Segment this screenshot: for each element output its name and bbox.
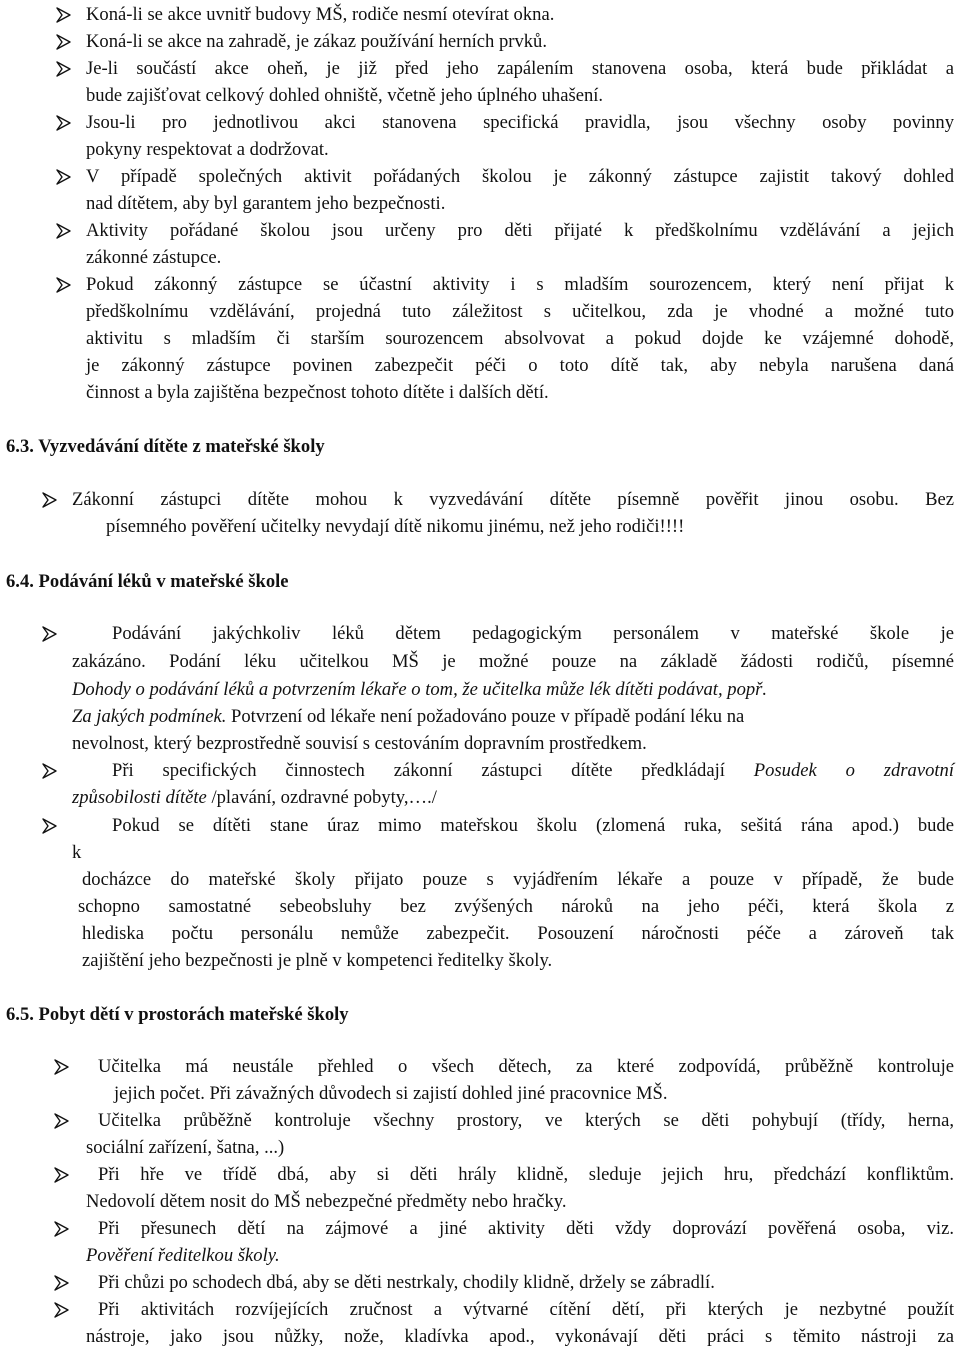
bullet-text: Pokud se dítěti stane úraz mimo mateřskou školu (zlomená ruka, sešitá rána apod.) bude <box>112 815 954 836</box>
bullet-text: Podávání jakýchkoliv léků dětem pedagogickým personálem v mateřské škole je <box>112 623 954 644</box>
arrowhead-bullet-icon <box>54 1221 69 1237</box>
bullet-text: Při chůzi po schodech dbá, aby se děti nestrkaly, chodily klidně, držely se zábradlí. <box>98 1272 715 1293</box>
arrowhead-bullet-icon <box>54 1275 69 1291</box>
bullet-text: aktivitu s mladším či starším sourozencem absolvovat a pokud dojde ke vzájemné dohodě, <box>86 328 954 349</box>
bullet-text: docházce do mateřské školy přijato pouze s vyjádřením lékaře a pouze v případě, že bude <box>82 869 954 890</box>
bullet-text: Pokud zákonný zástupce se účastní aktivity i s mladším sourozencem, který není přijat k <box>86 274 954 295</box>
bullet-text-italic: Dohody o podávání léků a potvrzením lékaře o tom, že učitelka může lék dítěti podávat, popř. <box>72 679 768 700</box>
bullet-text: Při hře ve třídě dbá, aby si děti hrály klidně, sleduje jejich hru, předchází konfliktům. <box>98 1164 954 1185</box>
section-heading-6-4: 6.4. Podávání léků v mateřské škole <box>6 571 289 592</box>
arrowhead-bullet-icon <box>54 1167 69 1183</box>
arrowhead-bullet-icon <box>56 7 71 23</box>
bullet-text: předškolnímu vzdělávání, projedná tuto záležitost s učitelkou, zda je vhodné a možné tuto <box>86 301 954 322</box>
bullet-text: sociální zařízení, šatna, ...) <box>86 1137 285 1158</box>
bullet-text: písemného pověření učitelky nevydají dítě nikomu jinému, než jeho rodiči!!!! <box>106 516 685 537</box>
bullet-text <box>72 784 437 811</box>
bullet-text: hlediska počtu personálu nemůže zabezpečit. Posouzení náročnosti péče a zároveň tak <box>82 923 954 944</box>
bullet-text: bude zajišťovat celkový dohled ohniště, včetně jeho úplného uhašení. <box>86 85 604 106</box>
arrowhead-bullet-icon <box>56 223 71 239</box>
arrowhead-bullet-icon <box>56 277 71 293</box>
bullet-text: Nedovolí dětem nosit do MŠ nebezpečné předměty nebo hračky. <box>86 1191 567 1212</box>
bullet-text: schopno samostatné sebeobsluhy bez zvýšených nároků na jeho péči, která škola z <box>78 896 954 917</box>
arrowhead-bullet-icon <box>54 1302 69 1318</box>
arrowhead-bullet-icon <box>54 1113 69 1129</box>
arrowhead-bullet-icon <box>56 34 71 50</box>
bullet-text: Jsou-li pro jednotlivou akci stanovena specifická pravidla, jsou všechny osoby povinny <box>86 112 954 133</box>
arrowhead-bullet-icon <box>56 169 71 185</box>
bullet-text: Učitelka průběžně kontroluje všechny prostory, ve kterých se děti pohybují (třídy, herna, <box>98 1110 954 1131</box>
bullet-text <box>72 703 744 730</box>
bullet-text: V případě společných aktivit pořádaných školou je zákonný zástupce zajistit takový dohled <box>86 166 954 187</box>
bullet-text: Při aktivitách rozvíjejících zručnost a výtvarné cítění dětí, při kterých je nezbytné použít <box>98 1299 954 1320</box>
bullet-text: nástroje, jako jsou nůžky, nože, kladívka apod., vykonávají děti práci s těmito nástroji za <box>86 1326 954 1347</box>
bullet-text: Je-li součástí akce oheň, je již před jeho zapálením stanovena osoba, která bude přikládat a <box>86 58 954 79</box>
bullet-text: Koná-li se akce na zahradě, je zákaz používání herních prvků. <box>86 31 548 52</box>
arrowhead-bullet-icon <box>54 1059 69 1075</box>
arrowhead-bullet-icon <box>42 763 57 779</box>
bullet-text: pokyny respektovat a dodržovat. <box>86 139 329 160</box>
arrowhead-bullet-icon <box>42 492 57 508</box>
bullet-text: Při přesunech dětí na zájmové a jiné aktivity děti vždy doprovází pověřená osoba, viz. <box>98 1218 954 1239</box>
bullet-text: Aktivity pořádané školou jsou určeny pro děti přijaté k předškolnímu vzdělávání a jejich <box>86 220 954 241</box>
arrowhead-bullet-icon <box>56 115 71 131</box>
bullet-text: Učitelka má neustále přehled o všech dětech, za které zodpovídá, průběžně kontroluje <box>98 1056 954 1077</box>
bullet-text-italic: Pověření ředitelkou školy. <box>86 1245 280 1266</box>
arrowhead-bullet-icon <box>42 626 57 642</box>
bullet-text: Zákonní zástupci dítěte mohou k vyzvedávání dítěte písemně pověřit jinou osobu. Bez <box>72 489 954 510</box>
arrowhead-bullet-icon <box>42 818 57 834</box>
italic-span: způsobilosti dítěte <box>72 787 207 808</box>
italic-span: Posudek o zdravotní <box>753 760 954 781</box>
bullet-text: zajištění jeho bezpečnosti je plně v kompetenci ředitelky školy. <box>82 950 553 971</box>
bullet-text: je zákonný zástupce povinen zabezpečit péči o toto dítě tak, aby nebyla narušena daná <box>86 355 954 376</box>
text-span: Při specifických činnostech zákonní zástupci dítěte předkládají <box>112 760 754 781</box>
arrowhead-bullet-icon <box>56 61 71 77</box>
bullet-text: k <box>72 842 82 863</box>
bullet-text <box>112 757 954 784</box>
section-heading-6-5: 6.5. Pobyt dětí v prostorách mateřské školy <box>6 1004 349 1025</box>
bullet-text: nevolnost, který bezprostředně souvisí s cestováním dopravním prostředkem. <box>72 733 647 754</box>
italic-span: Za jakých podmínek. <box>72 706 227 727</box>
bullet-text: zakázáno. Podání léku učitelkou MŠ je možné pouze na základě žádosti rodičů, písemné <box>72 651 954 672</box>
text-span: /plavání, ozdravné pobyty,…./ <box>206 787 437 808</box>
text-span: Potvrzení od lékaře není požadováno pouze v případě podání léku na <box>226 706 745 727</box>
bullet-text: zákonné zástupce. <box>86 247 222 268</box>
bullet-text: činnost a byla zajištěna bezpečnost tohoto dítěte i dalších dětí. <box>86 382 549 403</box>
bullet-text: Koná-li se akce uvnitř budovy MŠ, rodiče nesmí otevírat okna. <box>86 4 555 25</box>
bullet-text: jejich počet. Při závažných důvodech si zajistí dohled jiné pracovnice MŠ. <box>114 1083 668 1104</box>
bullet-text: nad dítětem, aby byl garantem jeho bezpečnosti. <box>86 193 446 214</box>
section-heading-6-3: 6.3. Vyzvedávání dítěte z mateřské školy <box>6 436 325 457</box>
